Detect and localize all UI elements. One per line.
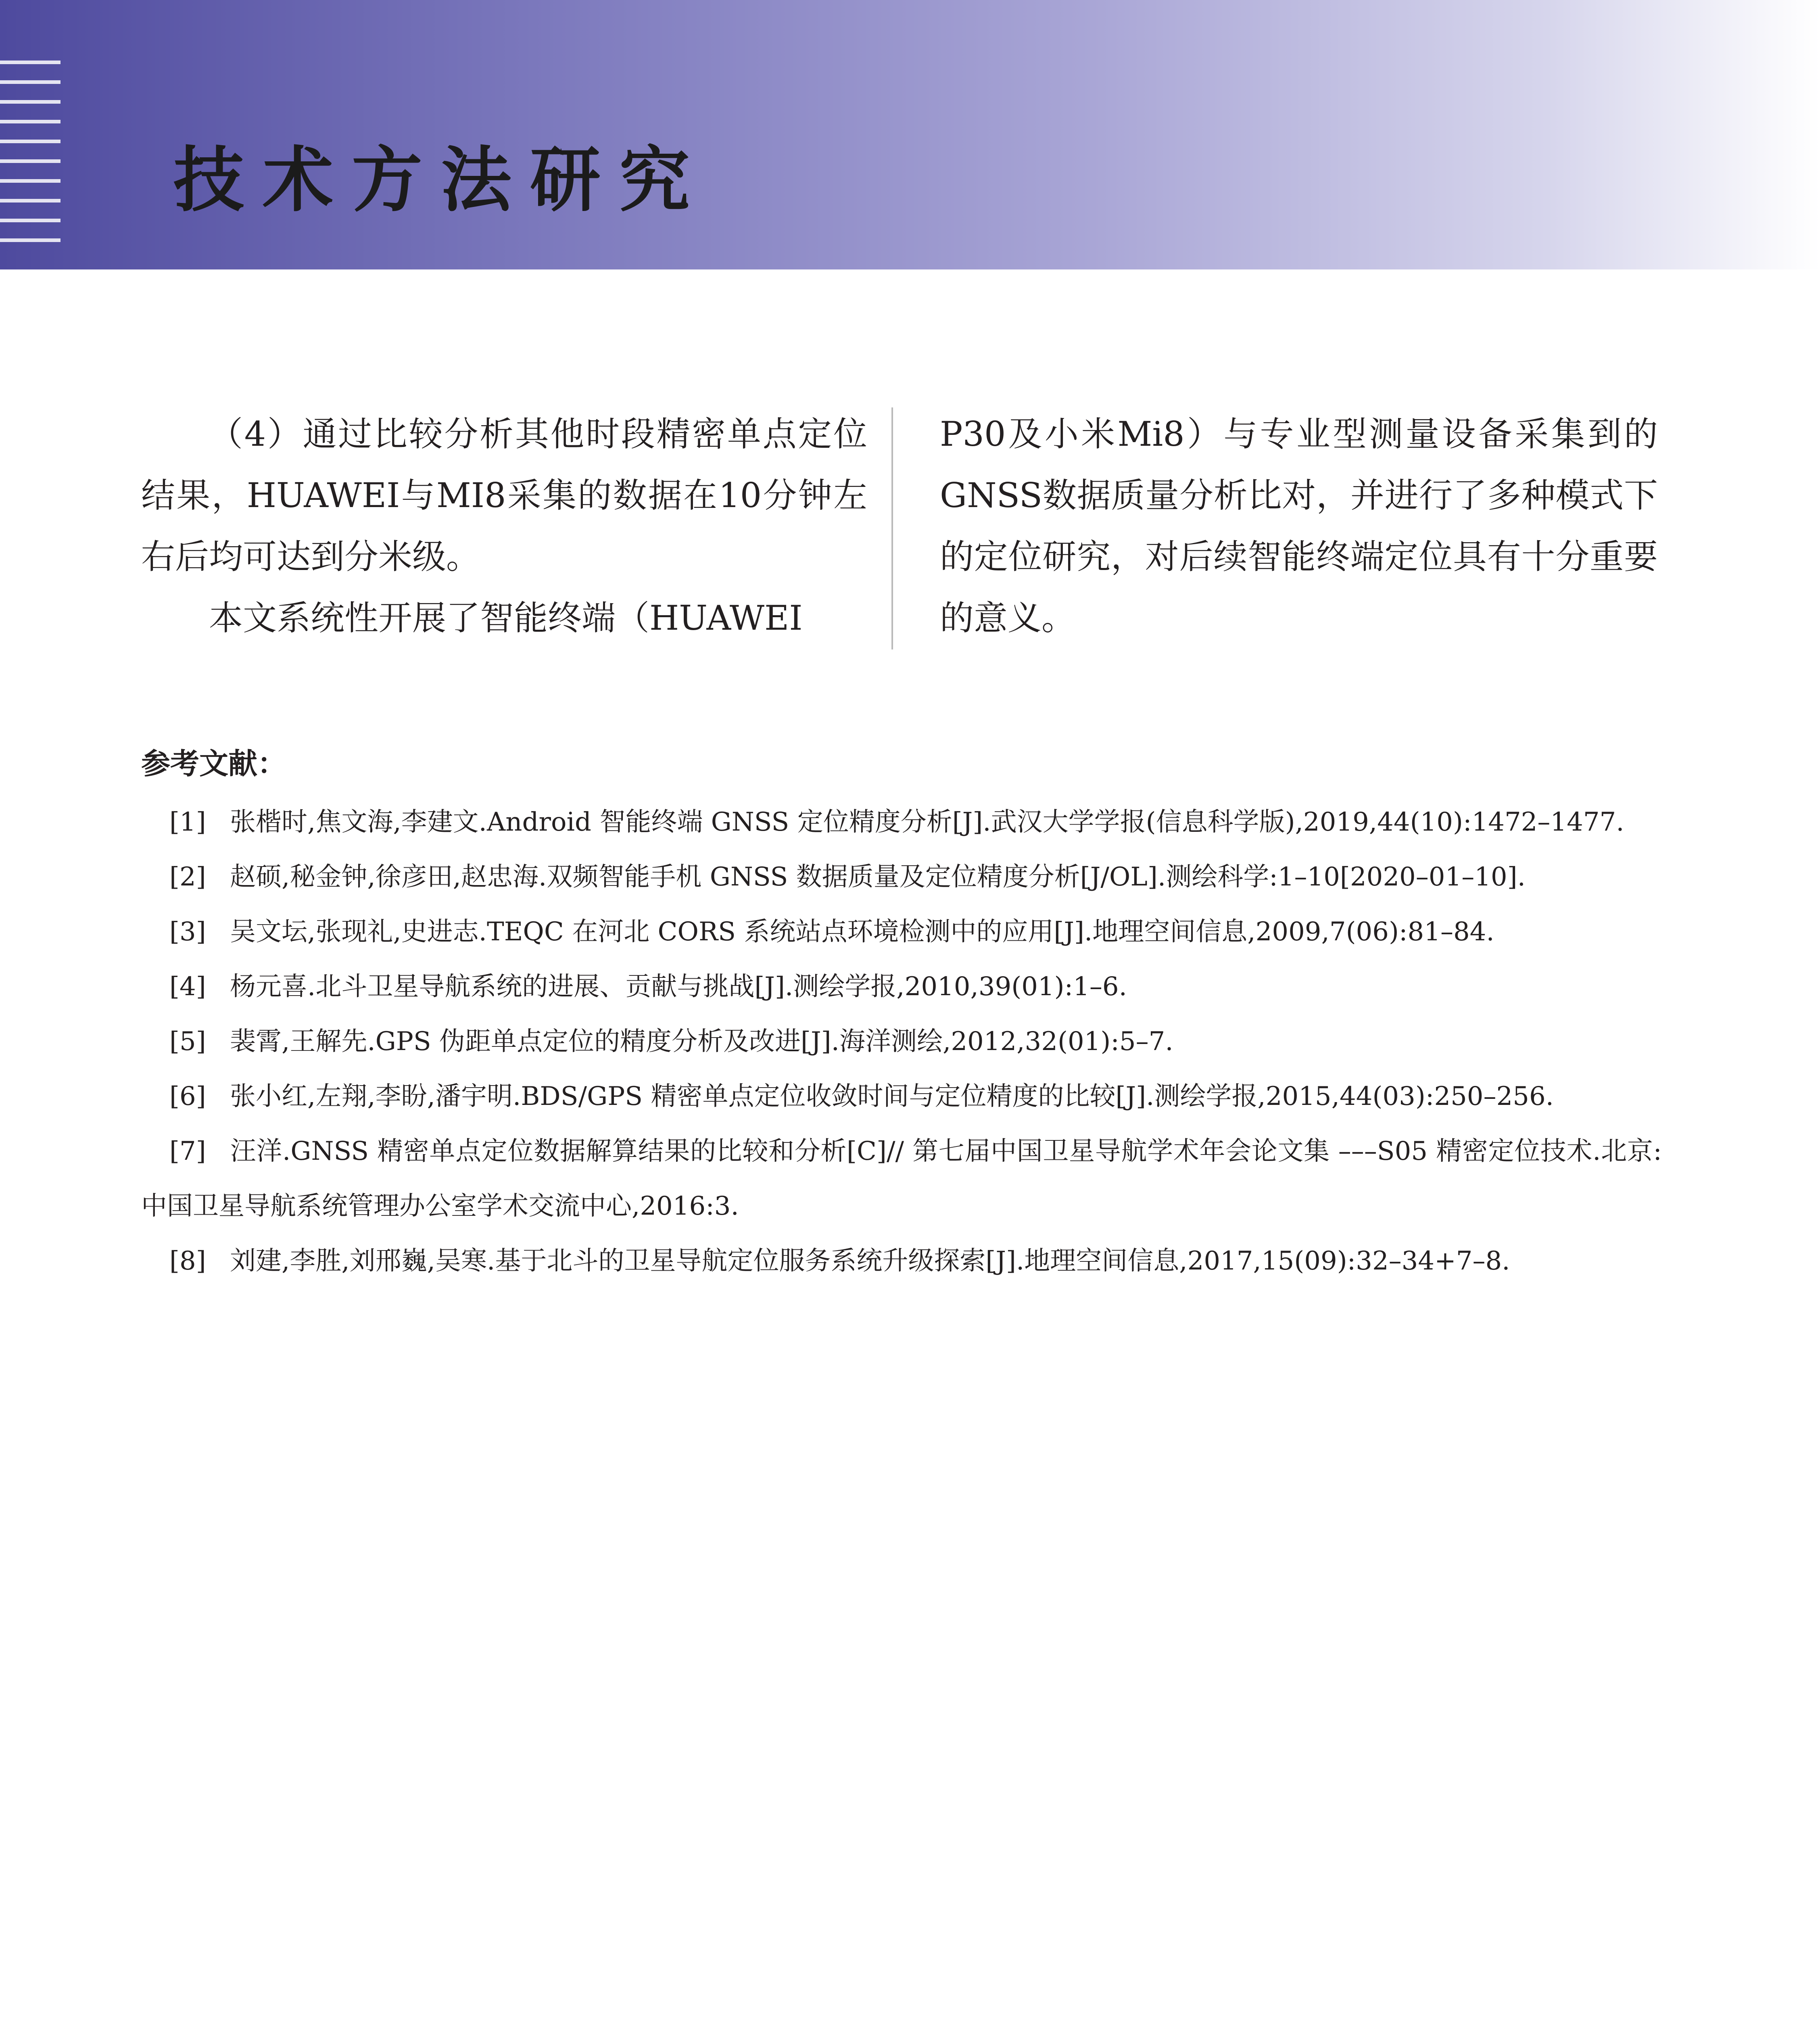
reference-text: 裴霄,王解先.GPS 伪距单点定位的精度分析及改进[J].海洋测绘,2012,32(01):5–7. — [230, 1027, 1173, 1057]
reference-number: [2] — [169, 862, 206, 892]
reference-item — [141, 959, 1662, 1014]
reference-number: [7] — [169, 1136, 206, 1166]
reference-item — [141, 904, 1662, 959]
reference-number: [4] — [169, 972, 206, 1002]
reference-item — [141, 1234, 1662, 1288]
reference-number: [8] — [169, 1246, 206, 1276]
reference-text: 汪洋.GNSS 精密单点定位数据解算结果的比较和分析[C]// 第七届中国卫星导航学术年会论文集 –––S05 精密定位技术.北京:中国卫星导航系统管理办公室学术交流中心,2016:3. — [141, 1136, 1662, 1221]
reference-item — [141, 795, 1662, 850]
header-stripes — [0, 61, 61, 262]
reference-text: 刘建,李胜,刘邢巍,吴寒.基于北斗的卫星导航定位服务系统升级探索[J].地理空间信息,2017,15(09):32–34+7–8. — [230, 1246, 1510, 1276]
reference-text: 吴文坛,张现礼,史进志.TEQC 在河北 CORS 系统站点环境检测中的应用[J].地理空间信息,2009,7(06):81–84. — [230, 917, 1494, 947]
reference-text: 赵硕,秘金钟,徐彦田,赵忠海.双频智能手机 GNSS 数据质量及定位精度分析[J/OL].测绘科学:1–10[2020–01–10]. — [230, 862, 1526, 892]
reference-text: 张小红,左翔,李盼,潘宇明.BDS/GPS 精密单点定位收敛时间与定位精度的比较[J].测绘学报,2015,44(03):250–256. — [230, 1082, 1554, 1111]
column-divider — [891, 407, 893, 649]
body-left-column — [141, 403, 867, 649]
reference-number: [6] — [169, 1082, 206, 1111]
body-right-column — [940, 403, 1658, 649]
reference-item — [141, 1124, 1662, 1234]
reference-text: 张楷时,焦文海,李建文.Android 智能终端 GNSS 定位精度分析[J].武汉大学学报(信息科学版),2019,44(10):1472–1477. — [230, 807, 1624, 837]
references-list — [141, 795, 1662, 1288]
reference-item — [141, 850, 1662, 904]
reference-number: [1] — [169, 807, 206, 837]
body-paragraph: （4）通过比较分析其他时段精密单点定位结果，HUAWEI与MI8采集的数据在10分钟左右后均可达到分米级。 — [141, 414, 867, 576]
reference-item — [141, 1069, 1662, 1124]
references-heading: 参考文献： — [141, 747, 287, 781]
reference-number: [3] — [169, 917, 206, 947]
reference-number: [5] — [169, 1027, 206, 1057]
reference-text: 杨元喜.北斗卫星导航系统的进展、贡献与挑战[J].测绘学报,2010,39(01):1–6. — [230, 972, 1127, 1002]
section-title: 技术方法研究 — [173, 140, 708, 221]
body-paragraph: 本文系统性开展了智能终端（HUAWEI — [209, 598, 803, 638]
header-band — [0, 0, 1820, 269]
body-paragraph: P30及小米Mi8）与专业型测量设备采集到的GNSS数据质量分析比对，并进行了多种模式下的定位研究，对后续智能终端定位具有十分重要的意义。 — [940, 414, 1658, 638]
reference-item — [141, 1014, 1662, 1069]
